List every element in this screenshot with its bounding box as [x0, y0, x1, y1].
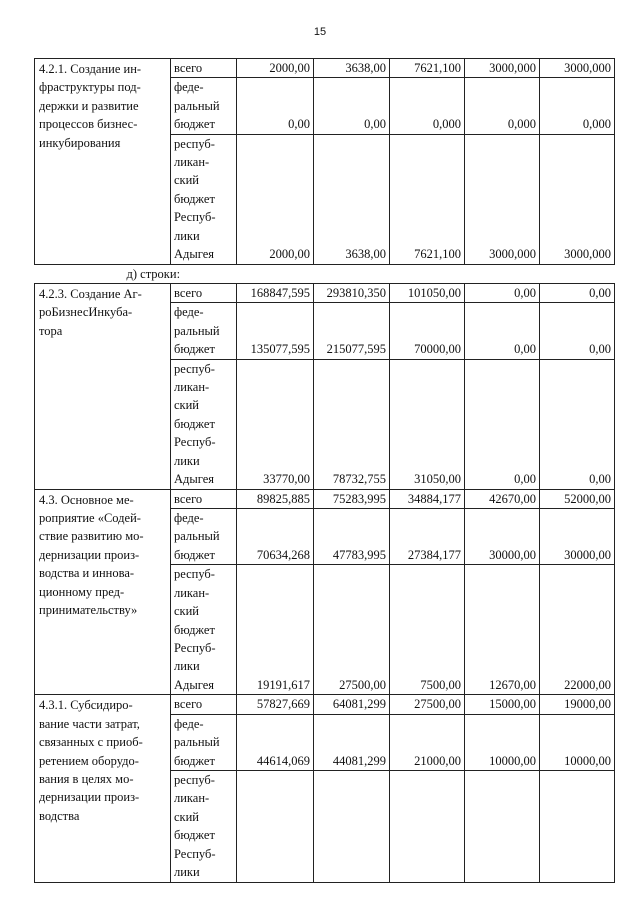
source-label-line: бюджет — [174, 547, 215, 562]
total-value-cell: 7621,100 — [390, 59, 465, 78]
total-value-cell: 89825,885 — [237, 489, 314, 508]
table-row — [35, 695, 615, 714]
source-republic-label — [171, 565, 237, 695]
source-label-line: респуб- — [174, 136, 215, 151]
measure-name-line: 4.2.1. Создание ин- — [39, 62, 142, 76]
federal-value-cell: 215077,595 — [314, 303, 390, 359]
federal-value-cell: 0,000 — [465, 78, 540, 134]
source-federal-label — [171, 303, 237, 359]
source-label-line: бюджет — [174, 191, 215, 206]
budget-table-body — [35, 59, 615, 883]
source-label-line: ликан- — [174, 155, 210, 170]
total-value-cell: 3638,00 — [314, 59, 390, 78]
source-label-line: ликан- — [174, 380, 210, 395]
total-value-cell: 0,00 — [540, 284, 615, 303]
total-value-cell: 293810,350 — [314, 284, 390, 303]
source-republic-label — [171, 770, 237, 882]
federal-value-cell: 47783,995 — [314, 509, 390, 565]
measure-name-line: водства — [39, 808, 80, 823]
source-label-line: лики — [174, 864, 200, 879]
republic-value-cell: 3638,00 — [314, 134, 390, 264]
source-label-line: ральный — [174, 98, 220, 113]
source-label-line: ральный — [174, 735, 220, 750]
total-value-cell: 42670,00 — [465, 489, 540, 508]
source-federal-label — [171, 509, 237, 565]
source-label-line: ский — [174, 398, 199, 413]
measure-name-line: процессов бизнес- — [39, 117, 138, 132]
total-value-cell: 0,00 — [465, 284, 540, 303]
source-total-label: всего — [171, 695, 237, 714]
republic-value-cell: 12670,00 — [465, 565, 540, 695]
measure-name-line: ствие развитию мо- — [39, 529, 144, 544]
republic-value-cell — [314, 770, 390, 882]
source-label-line: лики — [174, 453, 200, 468]
republic-value-cell — [390, 770, 465, 882]
republic-value-cell — [540, 770, 615, 882]
total-value-cell: 19000,00 — [540, 695, 615, 714]
source-total-label: всего — [171, 489, 237, 508]
federal-value-cell: 10000,00 — [465, 714, 540, 770]
source-label-line: феде- — [174, 305, 204, 320]
measure-name-line: принимательству» — [39, 603, 138, 618]
source-republic-label — [171, 359, 237, 489]
republic-value-cell: 7621,100 — [390, 134, 465, 264]
measure-name-line: роБизнесИнкуба- — [39, 305, 133, 320]
measure-name-line: дернизации произ- — [39, 547, 140, 562]
section-caption-row — [35, 264, 615, 283]
republic-value-cell: 22000,00 — [540, 565, 615, 695]
source-label-line: ликан- — [174, 791, 210, 806]
republic-value-cell: 78732,755 — [314, 359, 390, 489]
source-label-line: Адыгея — [174, 247, 215, 262]
federal-value-cell: 30000,00 — [465, 509, 540, 565]
total-value-cell: 75283,995 — [314, 489, 390, 508]
measure-name-line: держки и развитие — [39, 98, 139, 113]
table-row — [35, 489, 615, 508]
federal-value-cell: 0,00 — [314, 78, 390, 134]
source-label-line: ральный — [174, 323, 220, 338]
source-label-line: респуб- — [174, 772, 215, 787]
republic-value-cell: 3000,000 — [465, 134, 540, 264]
measure-name-line: водства и иннова- — [39, 566, 135, 581]
republic-value-cell: 7500,00 — [390, 565, 465, 695]
source-federal-label — [171, 78, 237, 134]
page-number: 15 — [313, 26, 327, 38]
source-republic-label — [171, 134, 237, 264]
total-value-cell: 64081,299 — [314, 695, 390, 714]
republic-value-cell — [465, 770, 540, 882]
republic-value-cell: 33770,00 — [237, 359, 314, 489]
measure-name-line: связанных с приоб- — [39, 735, 143, 750]
source-label-line: феде- — [174, 511, 204, 526]
budget-table — [34, 58, 615, 883]
republic-value-cell: 0,00 — [465, 359, 540, 489]
source-label-line: респуб- — [174, 361, 215, 376]
source-label-line: бюджет — [174, 753, 215, 768]
federal-value-cell: 44081,299 — [314, 714, 390, 770]
republic-value-cell: 31050,00 — [390, 359, 465, 489]
source-label-line: ский — [174, 604, 199, 619]
measure-name-line: дернизации произ- — [39, 790, 140, 805]
federal-value-cell: 30000,00 — [540, 509, 615, 565]
source-label-line: ский — [174, 809, 199, 824]
federal-value-cell: 0,00 — [237, 78, 314, 134]
measure-name-line: вание части затрат, — [39, 716, 140, 731]
source-label-line: лики — [174, 659, 200, 674]
source-label-line: Респуб- — [174, 435, 216, 450]
source-label-line: феде- — [174, 80, 204, 95]
source-label-line: ский — [174, 173, 199, 188]
total-value-cell: 2000,00 — [237, 59, 314, 78]
measure-name-cell — [35, 284, 171, 490]
source-label-line: феде- — [174, 716, 204, 731]
source-label-line: бюджет — [174, 622, 215, 637]
total-value-cell: 101050,00 — [390, 284, 465, 303]
table-row — [35, 284, 615, 303]
total-value-cell: 3000,000 — [540, 59, 615, 78]
republic-value-cell — [237, 770, 314, 882]
measure-name-line: 4.3.1. Субсидиро- — [39, 698, 133, 713]
source-label-line: Респуб- — [174, 210, 216, 225]
republic-value-cell: 3000,000 — [540, 134, 615, 264]
measure-name-line: ционному пред- — [39, 584, 125, 599]
source-label-line: Адыгея — [174, 472, 215, 487]
measure-name-line: ретением оборудо- — [39, 753, 139, 768]
federal-value-cell: 27384,177 — [390, 509, 465, 565]
source-label-line: Адыгея — [174, 677, 215, 692]
measure-name-cell — [35, 59, 171, 265]
source-label-line: Респуб- — [174, 846, 216, 861]
federal-value-cell: 10000,00 — [540, 714, 615, 770]
measure-name-cell — [35, 695, 171, 883]
measure-name-line: роприятие «Содей- — [39, 511, 141, 526]
federal-value-cell: 70000,00 — [390, 303, 465, 359]
source-label-line: бюджет — [174, 117, 215, 132]
source-total-label: всего — [171, 59, 237, 78]
republic-value-cell: 27500,00 — [314, 565, 390, 695]
total-value-cell: 15000,00 — [465, 695, 540, 714]
federal-value-cell: 0,000 — [390, 78, 465, 134]
source-label-line: лики — [174, 228, 200, 243]
measure-name-line: фраструктуры под- — [39, 80, 141, 95]
measure-name-line: тора — [39, 323, 63, 338]
measure-name-line: 4.3. Основное ме- — [39, 492, 134, 507]
federal-value-cell: 21000,00 — [390, 714, 465, 770]
total-value-cell: 57827,669 — [237, 695, 314, 714]
total-value-cell: 168847,595 — [237, 284, 314, 303]
measure-name-line: 4.2.3. Создание Аг- — [39, 287, 142, 302]
total-value-cell: 3000,000 — [465, 59, 540, 78]
source-federal-label — [171, 714, 237, 770]
section-caption: д) строки: — [35, 264, 615, 283]
measure-name-line: инкубирования — [39, 135, 121, 150]
source-label-line: респуб- — [174, 567, 215, 582]
federal-value-cell: 135077,595 — [237, 303, 314, 359]
source-label-line: ральный — [174, 529, 220, 544]
total-value-cell: 34884,177 — [390, 489, 465, 508]
measure-name-cell — [35, 489, 171, 695]
republic-value-cell: 19191,617 — [237, 565, 314, 695]
source-label-line: бюджет — [174, 416, 215, 431]
table-row — [35, 59, 615, 78]
total-value-cell: 27500,00 — [390, 695, 465, 714]
source-label-line: ликан- — [174, 585, 210, 600]
republic-value-cell: 2000,00 — [237, 134, 314, 264]
measure-name-line: вания в целях мо- — [39, 771, 134, 786]
federal-value-cell: 70634,268 — [237, 509, 314, 565]
federal-value-cell: 44614,069 — [237, 714, 314, 770]
source-label-line: Респуб- — [174, 640, 216, 655]
federal-value-cell: 0,00 — [465, 303, 540, 359]
source-label-line: бюджет — [174, 828, 215, 843]
total-value-cell: 52000,00 — [540, 489, 615, 508]
federal-value-cell: 0,000 — [540, 78, 615, 134]
republic-value-cell: 0,00 — [540, 359, 615, 489]
source-label-line: бюджет — [174, 342, 215, 357]
federal-value-cell: 0,00 — [540, 303, 615, 359]
source-total-label: всего — [171, 284, 237, 303]
